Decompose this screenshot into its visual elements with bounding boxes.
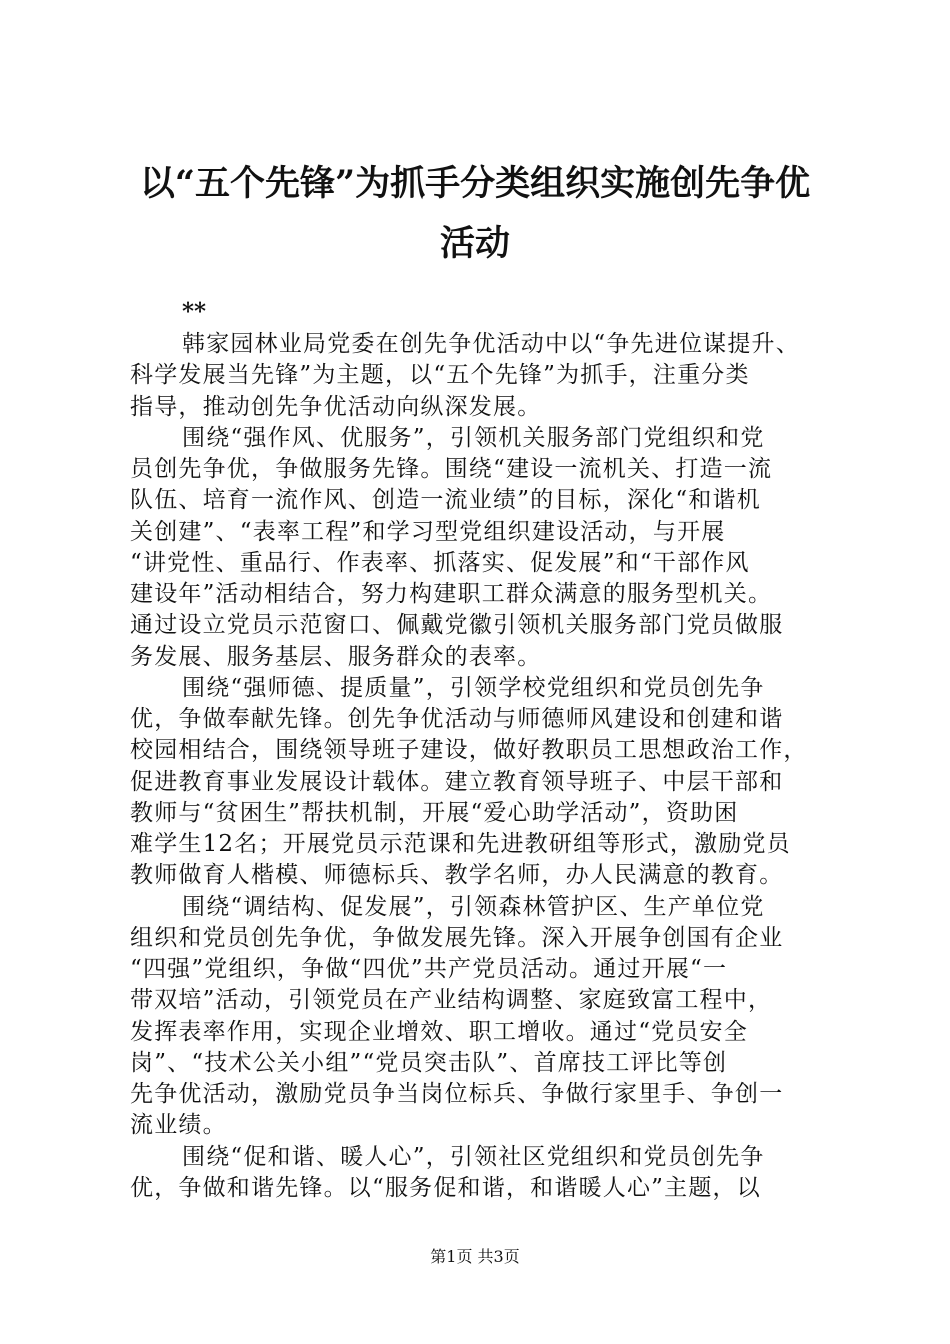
body-line: 优，争做奉献先锋。创先争优活动与师德师风建设和创建和谐	[130, 706, 784, 732]
body-line: 教师做育人楷模、师德标兵、教学名师，办人民满意的教育。	[130, 862, 784, 889]
body-line: 教师与“贫困生”帮扶机制，开展“爱心助学活动”，资助困	[130, 799, 739, 826]
document-body	[130, 329, 830, 1204]
body-line: 务发展、服务基层、服务群众的表率。	[130, 643, 542, 670]
body-line: “讲党性、重品行、作表率、抓落实、促发展”和“干部作风	[130, 549, 750, 576]
body-line: 围绕“强师德、提质量”，引领学校党组织和党员创先争	[182, 674, 765, 701]
body-line: 通过设立党员示范窗口、佩戴党徽引领机关服务部门党员做服	[130, 612, 784, 639]
body-line: 组织和党员创先争优，争做发展先锋。深入开展争创国有企业	[130, 924, 784, 951]
body-line: 流业绩。	[130, 1112, 227, 1139]
body-line: 员创先争优，争做服务先锋。围绕“建设一流机关、打造一流	[130, 456, 773, 482]
body-line: 发挥表率作用，实现企业增效、职工增收。通过“党员安全	[130, 1018, 748, 1045]
body-line: 围绕“调结构、促发展”，引领森林管护区、生产单位党	[182, 893, 765, 920]
author: **	[182, 298, 207, 325]
body-line: 岗”、“技术公关小组”“党员突击队”、首席技工评比等创	[130, 1049, 728, 1076]
body-line: 先争优活动，激励党员争当岗位标兵、争做行家里手、争创一	[130, 1081, 784, 1107]
document-title-line-2: 活动	[439, 223, 510, 264]
body-line: 建设年”活动相结合，努力构建职工群众满意的服务型机关。	[130, 581, 773, 607]
body-line: 围绕“促和谐、暖人心”，引领社区党组织和党员创先争	[182, 1143, 765, 1170]
body-line: 科学发展当先锋”为主题，以“五个先锋”为抓手，注重分类	[130, 362, 750, 389]
page-footer: 第1页 共3页	[430, 1247, 520, 1266]
body-line: 校园相结合，围绕领导班子建设，做好教职员工思想政治工作，	[130, 737, 808, 764]
body-line: 难学生12名；开展党员示范课和先进教研组等形式，激励党员	[130, 831, 791, 857]
body-line: 关创建”、“表率工程”和学习型党组织建设活动，与开展	[130, 518, 726, 545]
body-line: 围绕“强作风、优服务”，引领机关服务部门党组织和党	[182, 424, 765, 451]
body-line: 优，争做和谐先锋。以“服务促和谐，和谐暖人心”主题，以	[130, 1174, 761, 1201]
body-line: 带双培”活动，引领党员在产业结构调整、家庭致富工程中，	[130, 987, 773, 1014]
body-line: “四强”党组织，争做“四优”共产党员活动。通过开展“一	[130, 956, 728, 982]
body-line: 指导，推动创先争优活动向纵深发展。	[130, 393, 542, 420]
document-title-line-1: 以“五个先锋”为抓手分类组织实施创先争优	[139, 163, 811, 204]
body-line: 队伍、培育一流作风、创造一流业绩”的目标，深化“和谐机	[130, 487, 761, 514]
body-line: 促进教育事业发展设计载体。建立教育领导班子、中层干部和	[130, 768, 784, 795]
body-line: 韩家园林业局党委在创先争优活动中以“争先进位谋提升、	[182, 331, 800, 357]
